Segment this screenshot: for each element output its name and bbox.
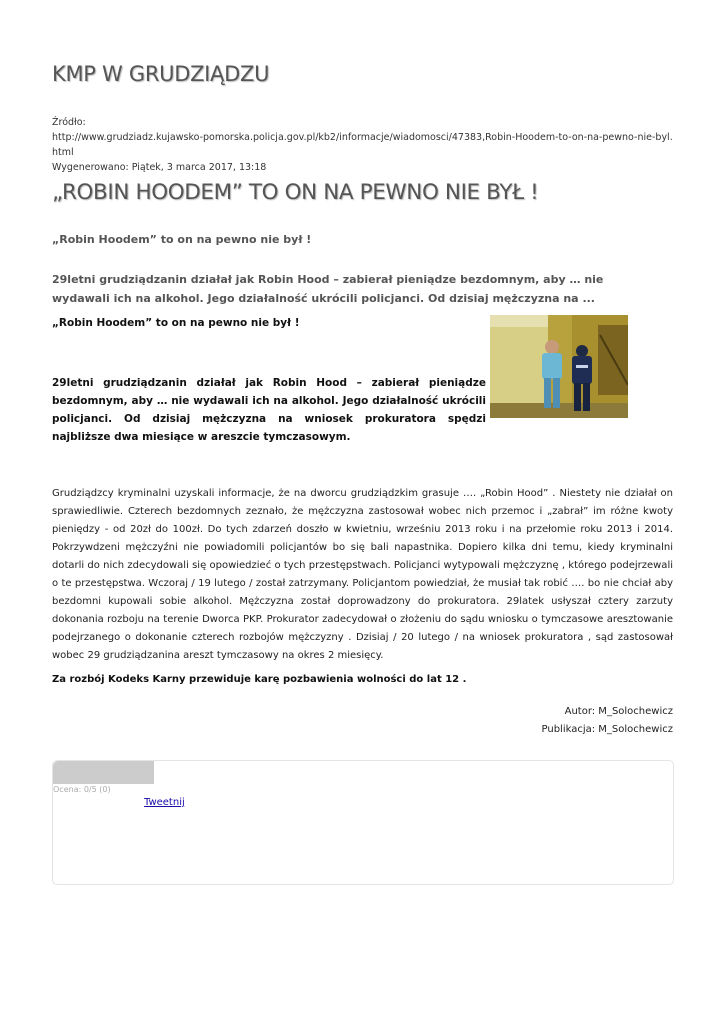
lead-title: „Robin Hoodem” to on na pewno nie był ! xyxy=(52,233,312,246)
lead-text: 29letni grudziądzanin działał jak Robin Hood – zabierał pieniądze bezdomnym, aby … nie wydawali ich na alkohol. Jego działalność ukrócili policjanci. Od dzisiaj mężczyzna na ... xyxy=(52,273,604,305)
photo-image xyxy=(490,315,628,418)
article-body: Grudziądzcy kryminalni uzyskali informacje, że na dworcu grudziądzkim grasuje …. „Robin Hood” . Niestety nie działał on sprawiedliwie. Czterech bezdomnych zeznało, że mężczyzna zastosował wobec nich przemoc i „zabrał” im różne kwoty pieniędzy - od 20zł do 100zł. Do tych zdarzeń doszło w kwietniu, wrześniu 2013 roku i na przełomie roku 2013 i 2014. Pokrzywdzeni mężczyźni nie powiadomili policjantów bo się bali napastnika. Dopiero kilka dni temu, kiedy kryminalni dotarli do nich zdecydowali się opowiedzieć o tych przestępstwach. Policjanci wytypowali mężczyznę , którego podejrzewali o te przestępstwa. Wczoraj / 19 lutego / został zatrzymany. Policjantom powiedział, że musiał tak robić …. bo nie chciał aby bezdomni kupowali sobie alkohol. Mężczyzna został doprowadzony do prokuratora. 29latek usłyszał cztery zarzuty dokonania rozboju na terenie Dworca PKP. Prokurator zadecydował o złożeniu do sądu wniosku o tymczasowe aresztowanie podejrzanego o dokonanie czterech rozbojów mężczyzny . Dzisiaj / 20 lutego / na wniosek prokuratora , sąd zastosował wobec 29 grudziądzanina areszt tymczasowy na okres 2 miesięcy. xyxy=(52,488,673,661)
rating-panel xyxy=(52,760,674,885)
law-note: Za rozbój Kodeks Karny przewiduje karę pozbawienia wolności do lat 12 . xyxy=(52,674,467,685)
police-photo xyxy=(490,315,628,418)
source-url[interactable]: http://www.grudziadz.kujawsko-pomorska.policja.gov.pl/kb2/informacje/wiadomosci/47383,Robin-Hoodem-to-on-na-pewno-nie-byl.html xyxy=(52,132,673,158)
article-title: „ROBIN HOODEM” TO ON NA PEWNO NIE BYŁ ! xyxy=(52,180,539,205)
generated-date: Wygenerowano: Piątek, 3 marca 2017, 13:18 xyxy=(52,162,267,173)
rating-bar[interactable] xyxy=(53,761,154,784)
source-label: Źródło: xyxy=(52,117,86,128)
inner-title: „Robin Hoodem” to on na pewno nie był ! xyxy=(52,317,300,329)
publication: Publikacja: M_Solochewicz xyxy=(541,724,673,735)
tweet-link[interactable]: Tweetnij xyxy=(144,797,185,808)
site-title: KMP W GRUDZIĄDZU xyxy=(52,62,270,86)
author: Autor: M_Solochewicz xyxy=(564,706,673,717)
rating-label: Ocena: 0/5 (0) xyxy=(53,785,111,794)
inner-lead: 29letni grudziądzanin działał jak Robin Hood – zabierał pieniądze bezdomnym, aby … nie wydawali ich na alkohol. Jego działalność ukrócili policjanci. Od dzisiaj mężczyzna na wniosek prokuratora spędzi najbliższe dwa miesiące w areszcie tymczasowym. xyxy=(52,377,486,443)
source-info xyxy=(52,115,677,175)
author-block xyxy=(542,703,673,739)
